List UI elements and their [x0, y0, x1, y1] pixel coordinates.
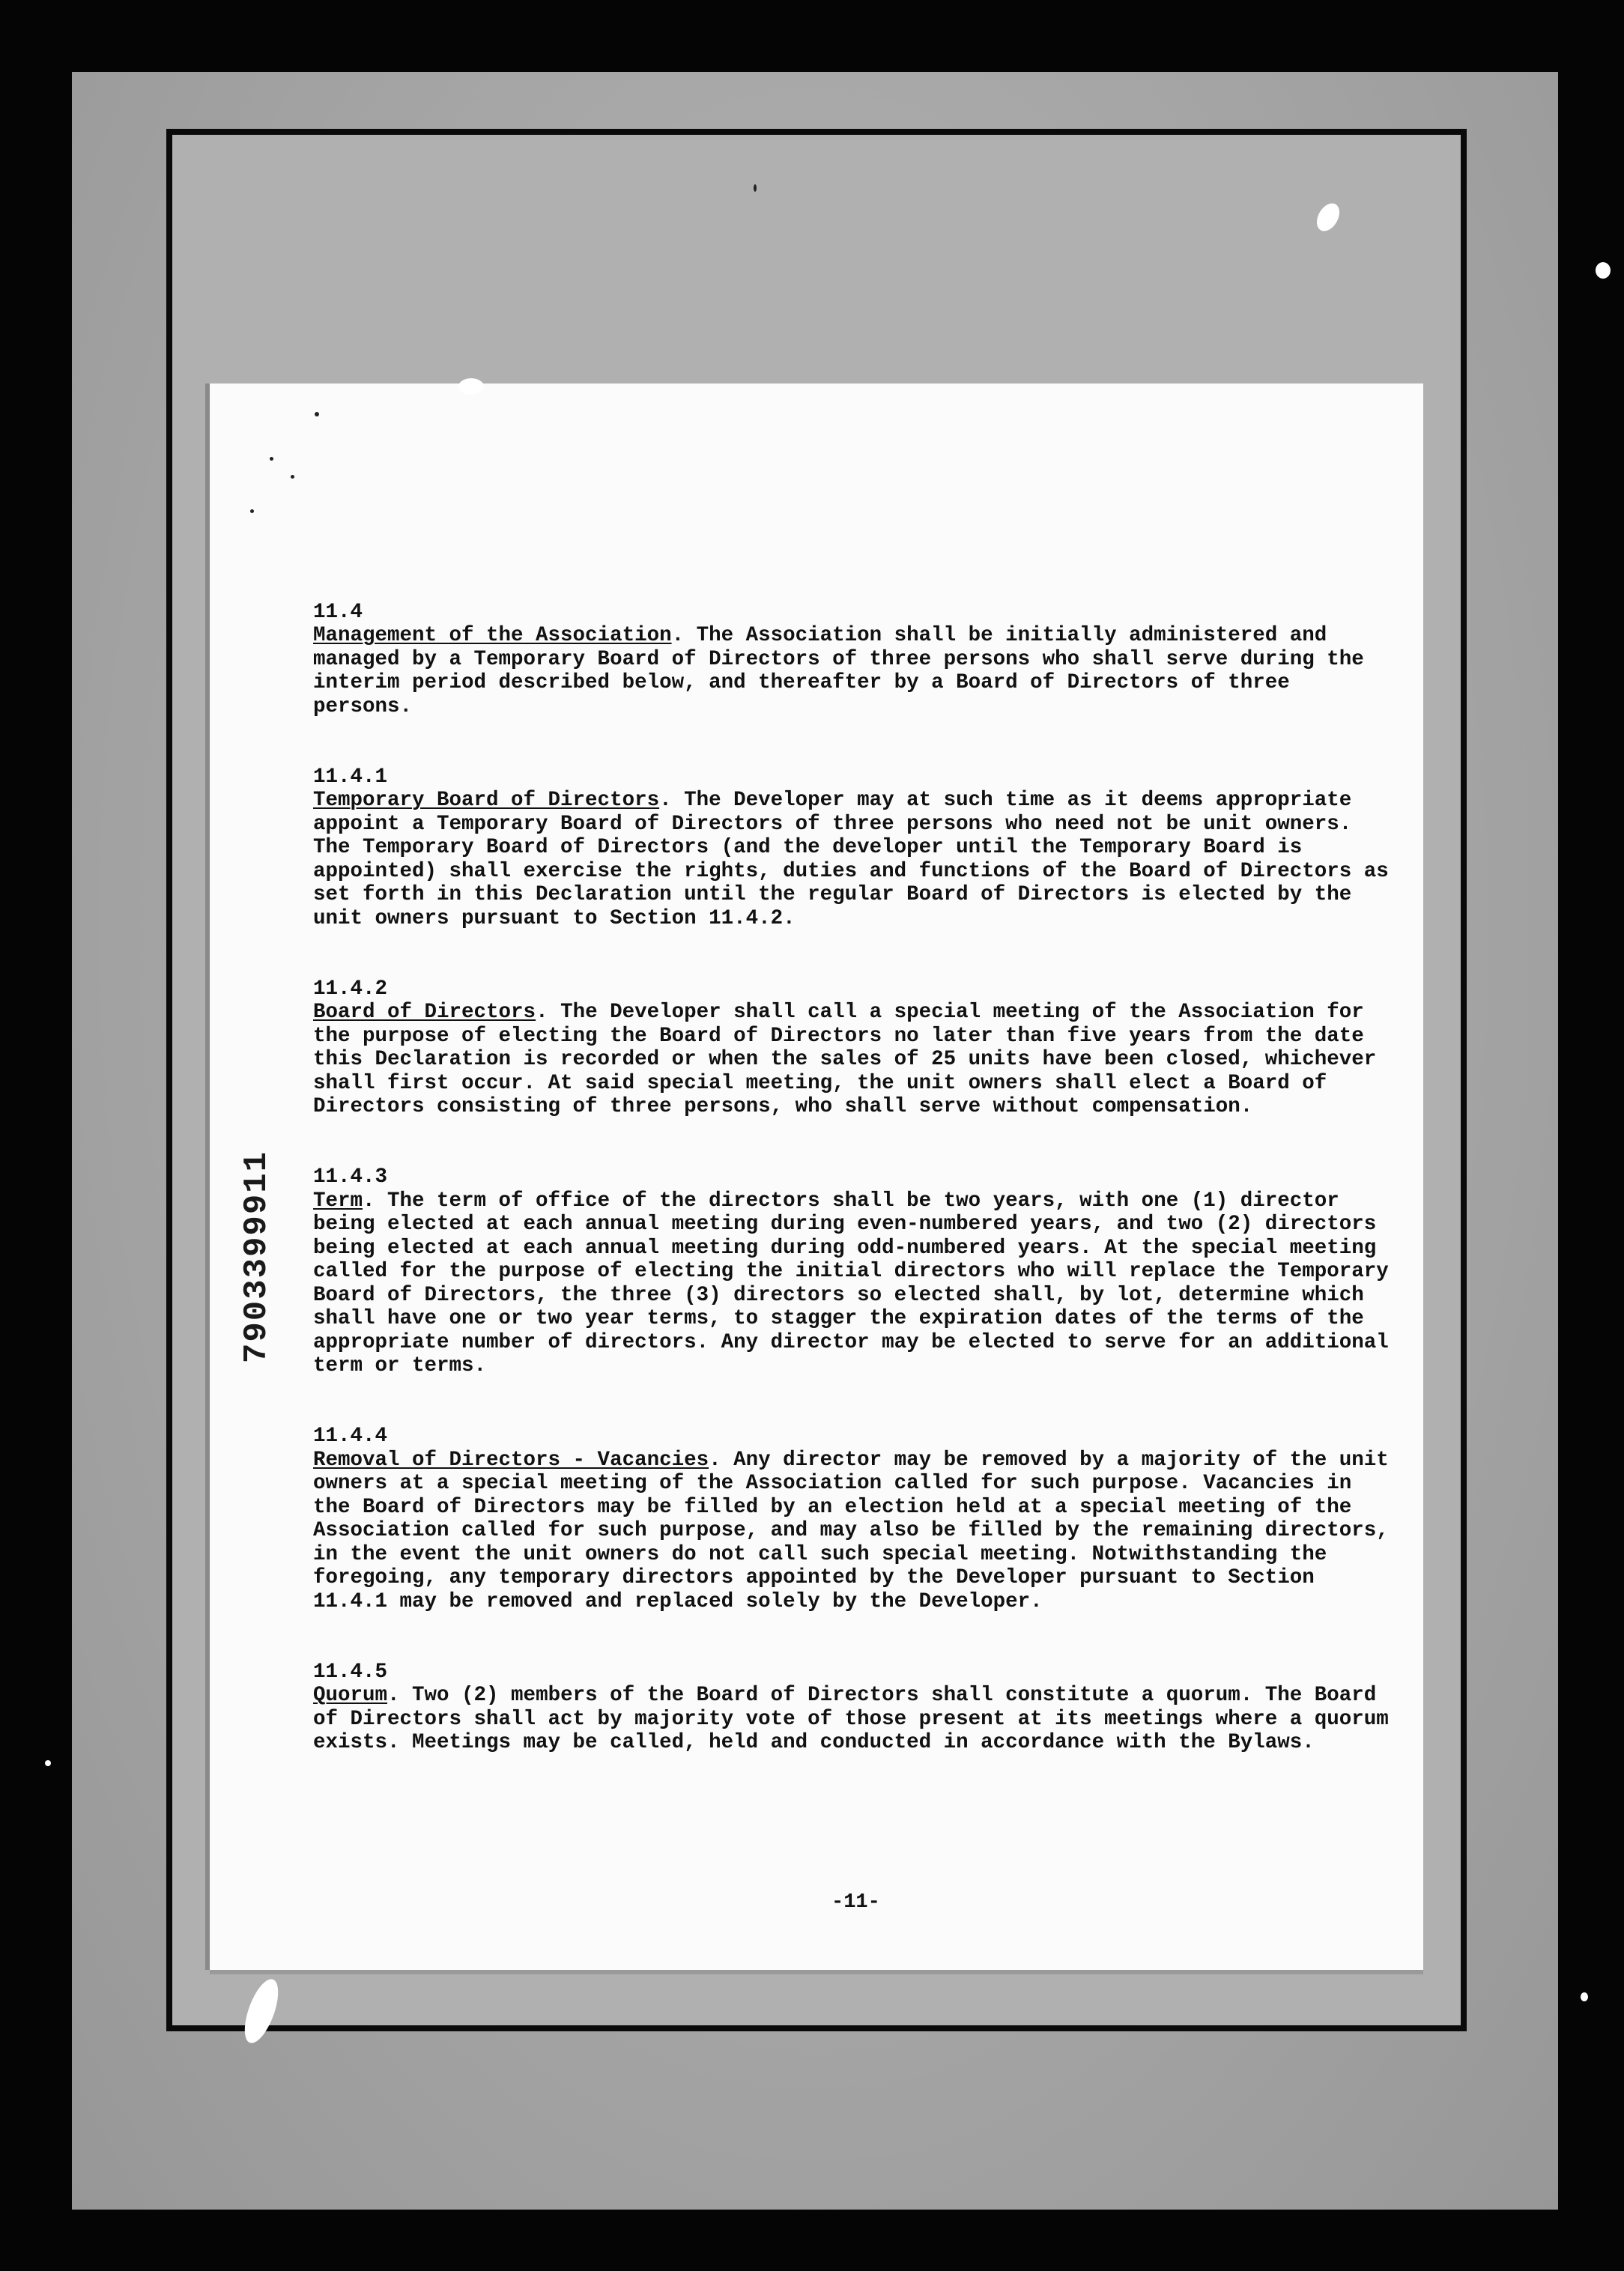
section-heading: Board of Directors	[313, 1001, 536, 1024]
film-dust-speck	[1596, 262, 1611, 279]
section-text: . The Developer shall call a special meeting of the Association for the purpose of electing the Board of Directors no later than five years from the date this Declaration is recorded or when the sales of 25 units have been closed, whichever shall first occur. At said special meeting, the unit owners shall elect a Board of Directors consisting of three persons, who shall serve without compensation.	[313, 1001, 1377, 1118]
film-dust-speck	[315, 412, 319, 416]
paragraph-11-4	[313, 577, 1392, 718]
paragraph-11-4-3	[313, 1142, 1392, 1378]
film-dust-speck	[458, 378, 484, 395]
section-heading: Temporary Board of Directors	[313, 789, 660, 812]
section-number: 11.4	[313, 600, 363, 624]
film-dust-speck	[250, 509, 254, 513]
section-number: 11.4.5	[313, 1660, 388, 1684]
section-text: . The term of office of the directors shall be two years, with one (1) director being elected at each annual meeting during even-numbered years, and two (2) directors being elected at each annual meeting during odd-numbered years. At the special meeting called for the purpose of electing the initial directors who will replace the Temporary Board of Directors, the three (3) directors so elected shall, by lot, determine which shall have one or two year terms, to stagger the expiration dates of the terms of the appropriate number of directors. Any director may be elected to serve for an additional term or terms.	[313, 1189, 1389, 1377]
film-dust-speck	[45, 1760, 51, 1766]
section-heading: Term	[313, 1189, 363, 1213]
paragraph-11-4-1	[313, 742, 1392, 930]
section-number: 11.4.4	[313, 1425, 388, 1448]
paragraph-11-4-4	[313, 1401, 1392, 1614]
section-number: 11.4.3	[313, 1165, 388, 1189]
paragraph-11-4-2	[313, 953, 1392, 1119]
film-dust-speck	[1581, 1992, 1588, 2001]
section-heading: Removal of Directors - Vacancies	[313, 1448, 709, 1472]
section-text: . Two (2) members of the Board of Directors shall constitute a quorum. The Board of Directors shall act by majority vote of those present at its meetings where a quorum exists. Meetings may be called, held and conducted in accordance with the Bylaws.	[313, 1684, 1389, 1754]
section-text: . Any director may be removed by a majority of the unit owners at a special meeting of the Association called for such purpose. Vacancies in the Board of Directors may be filled by an election held at a special meeting of the Association called for such purpose, and may also be filled by the remaining directors, in the event the unit owners do not call such special meeting. Notwithstanding the foregoing, any temporary directors appointed by the Developer pursuant to Section 11.4.1 may be removed and replaced solely by the Developer.	[313, 1448, 1389, 1613]
page-number: -11-	[831, 1891, 880, 1914]
document-body	[313, 577, 1392, 1778]
section-text: . The Association shall be initially administered and managed by a Temporary Board of Directors of three persons who shall serve during the interim period described below, and thereafter by a Board of Directors of three persons.	[313, 624, 1364, 718]
section-number: 11.4.2	[313, 977, 388, 1001]
section-heading: Quorum	[313, 1684, 388, 1707]
section-heading: Management of the Association	[313, 624, 672, 647]
paragraph-11-4-5	[313, 1637, 1392, 1755]
film-dust-speck	[754, 184, 757, 192]
section-number: 11.4.1	[313, 765, 388, 789]
section-text: . The Developer may at such time as it deems appropriate appoint a Temporary Board of Directors of three persons who need not be unit owners. The Temporary Board of Directors (and the developer until the Temporary Board is appointed) shall exercise the rights, duties and functions of the Board of Directors as set forth in this Declaration until the regular Board of Directors is elected by the unit owners pursuant to Section 11.4.2.	[313, 789, 1389, 930]
film-dust-speck	[270, 457, 273, 461]
recording-stamp-number: 7903399911	[238, 1150, 276, 1363]
film-dust-speck	[291, 475, 294, 479]
